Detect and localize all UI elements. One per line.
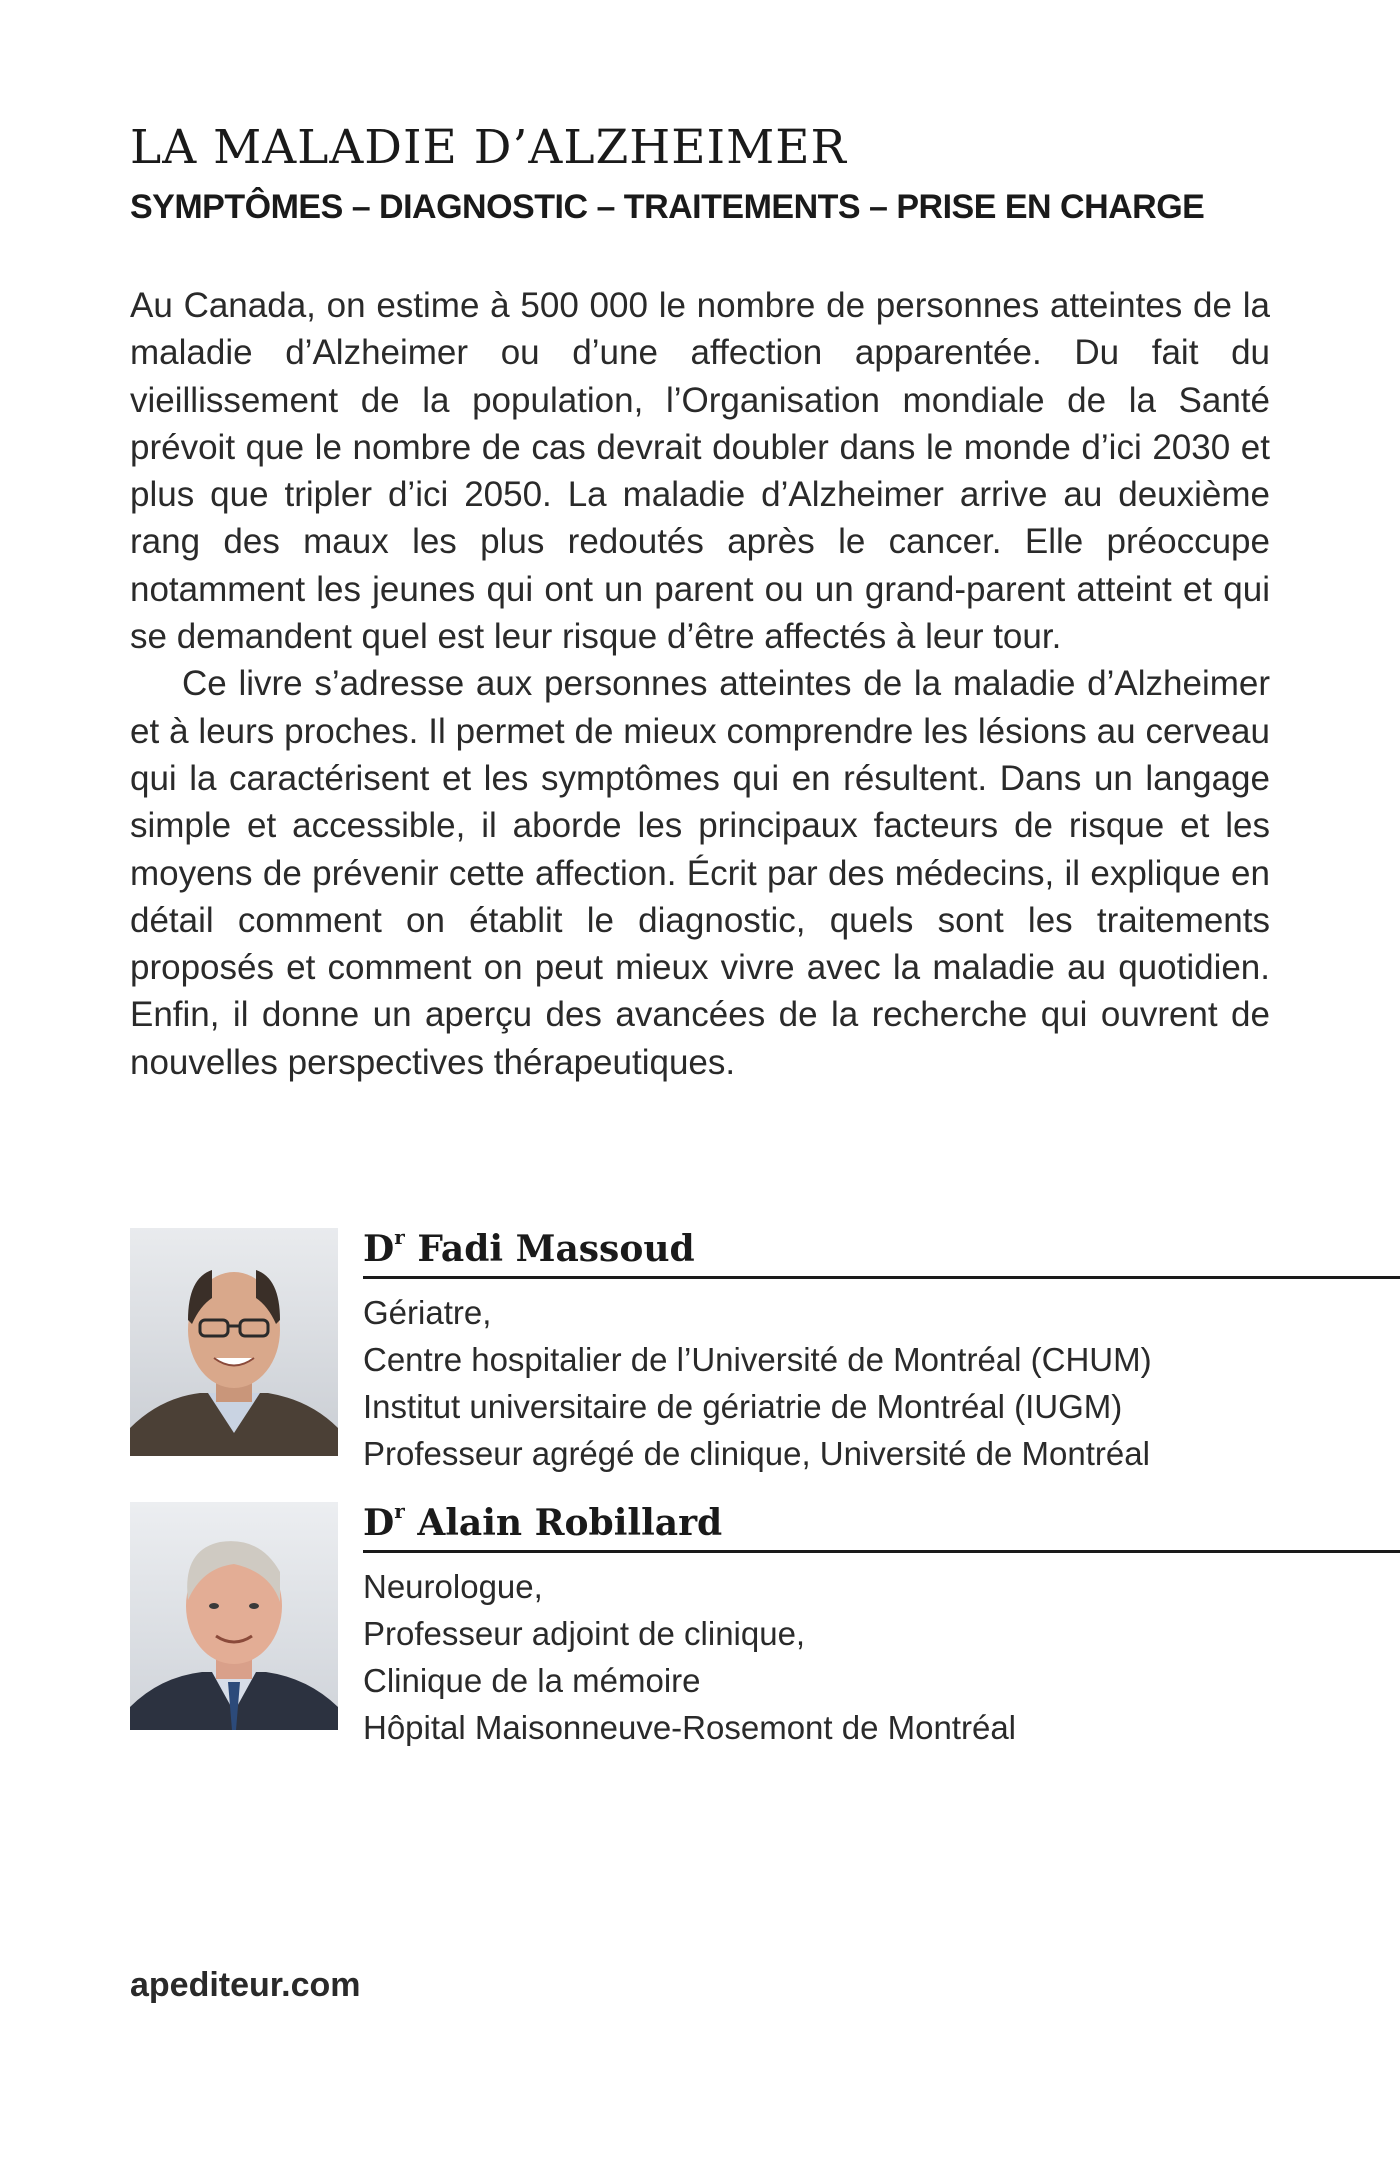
book-title: LA MALADIE D’ALZHEIMER [130, 120, 847, 175]
author-name: $D^r$ Alain Robillard [363, 1502, 1400, 1553]
author-info [363, 1499, 1400, 1751]
description-paragraph-2: Ce livre s’adresse aux personnes atteintes de la maladie d’Alzheimer et à leurs proches. Il permet de mieux comprendre les lésions au cerveau qui la caractérisent et les symptômes qui en résultent. Dans un langage simple et accessible, il aborde les principaux facteurs de risque et les moyens de prévenir cette affection. Écrit par des médecins, il explique en détail comment on établit le diagnostic, quels sont les traitements proposés et comment on peut mieux vivre avec la maladie au quotidien. Enfin, il donne un aperçu des avancées de la recherche qui ouvrent de nouvelles perspectives thérapeutiques. [130, 664, 1270, 1082]
credential-line: Professeur adjoint de clinique, [363, 1615, 806, 1652]
credential-line: Professeur agrégé de clinique, Université de Montréal [363, 1435, 1150, 1472]
author-fadi-massoud [130, 1225, 1400, 1472]
credential-line: Hôpital Maisonneuve-Rosemont de Montréal [363, 1709, 1017, 1746]
book-subtitle: SYMPTÔMES – DIAGNOSTIC – TRAITEMENTS – PRISE EN CHARGE [130, 188, 1205, 226]
credential-line: Gériatre, [363, 1294, 492, 1331]
credential-line: Centre hospitalier de l’Université de Montréal (CHUM) [363, 1341, 1152, 1378]
credential-line: Institut universitaire de gériatrie de Montréal (IUGM) [363, 1388, 1123, 1425]
credential-line: Clinique de la mémoire [363, 1662, 701, 1699]
author-photo [130, 1502, 338, 1730]
book-description [130, 282, 1270, 1086]
author-info [363, 1225, 1400, 1477]
author-alain-robillard [130, 1499, 1400, 1746]
author-credentials [363, 1289, 1400, 1477]
credential-line: Neurologue, [363, 1568, 543, 1605]
author-name: $D^r$ Fadi Massoud [363, 1228, 1400, 1279]
publisher-website: apediteur.com [130, 1966, 361, 2004]
author-credentials [363, 1563, 1400, 1751]
description-paragraph-1: Au Canada, on estime à 500 000 le nombre de personnes atteintes de la maladie d’Alzheimer ou d’une affection apparentée. Du fait du vieillissement de la population, l’Organisation mondiale de la Santé prévoit que le nombre de cas devrait doubler dans le monde d’ici 2030 et plus que tripler d’ici 2050. La maladie d’Alzheimer arrive au deuxième rang des maux les plus redoutés après le cancer. Elle préoccupe notamment les jeunes qui ont un parent ou un grand-parent atteint et qui se demandent quel est leur risque d’être affectés à leur tour. [130, 286, 1270, 657]
author-photo [130, 1228, 338, 1456]
